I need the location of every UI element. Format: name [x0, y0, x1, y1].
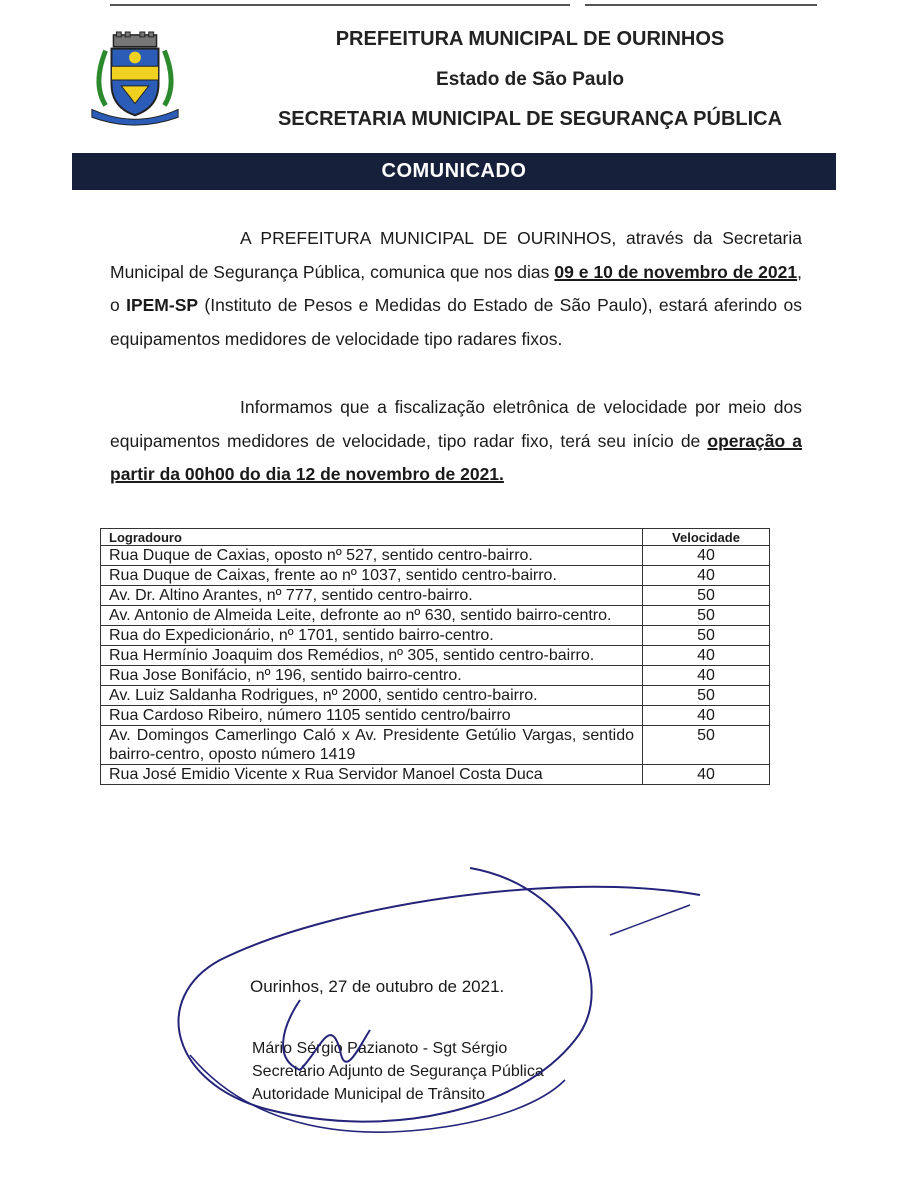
ipem-sp-name: IPEM-SP	[126, 295, 199, 315]
paragraph2-text-a: Informamos que a fiscalização eletrônica de velocidade por meio dos equipamentos medidores de velocidade, tipo radar fixo, terá seu início de	[110, 397, 802, 451]
speed-cell: 40	[643, 666, 770, 686]
table-row	[101, 646, 770, 666]
table-row	[101, 606, 770, 626]
speed-cell: 40	[643, 646, 770, 666]
signature-block	[252, 1037, 544, 1106]
table-row	[101, 546, 770, 566]
location-cell: Rua Duque de Caxias, oposto nº 527, sentido centro-bairro.	[101, 546, 643, 566]
speed-cell: 50	[643, 586, 770, 606]
top-rule-left	[110, 4, 570, 6]
radar-locations-table	[100, 528, 770, 785]
top-rule-right	[585, 4, 817, 6]
paragraph-announcement	[110, 222, 802, 356]
speed-cell: 40	[643, 546, 770, 566]
location-cell: Av. Antonio de Almeida Leite, defronte ao nº 630, sentido bairro-centro.	[101, 606, 643, 626]
date-line: Ourinhos, 27 de outubro de 2021.	[250, 977, 505, 996]
paragraph1-text-b: , o	[110, 261, 802, 315]
speed-cell: 40	[643, 765, 770, 785]
department-title: SECRETARIA MUNICIPAL DE SEGURANÇA PÚBLICA	[277, 108, 783, 130]
table-row	[101, 686, 770, 706]
table-row	[101, 586, 770, 606]
table-header-row	[101, 529, 770, 546]
notice-banner: COMUNICADO	[72, 153, 836, 190]
calibration-dates: 09 e 10 de novembro de 2021	[554, 261, 798, 282]
speed-cell: 40	[643, 706, 770, 726]
location-cell: Rua do Expedicionário, nº 1701, sentido bairro-centro.	[101, 626, 643, 646]
location-cell: Rua Jose Bonifácio, nº 196, sentido bairro-centro.	[101, 666, 643, 686]
paragraph1-text-a: A PREFEITURA MUNICIPAL DE OURINHOS, através da Secretaria Municipal de Segurança Pública, comunica que nos dias	[110, 228, 802, 282]
table-row	[101, 765, 770, 785]
location-cell: Av. Dr. Altino Arantes, nº 777, sentido centro-bairro.	[101, 586, 643, 606]
speed-cell: 40	[643, 566, 770, 586]
signer-name: Mário Sérgio Pazianoto - Sgt Sérgio	[252, 1040, 508, 1057]
speed-cell: 50	[643, 606, 770, 626]
location-cell: Av. Domingos Camerlingo Caló x Av. Presidente Getúlio Vargas, sentido bairro-centro, oposto número 1419	[101, 726, 643, 765]
location-cell: Rua Hermínio Joaquim dos Remédios, nº 305, sentido centro-bairro.	[101, 646, 643, 666]
table-row	[101, 726, 770, 765]
signer-authority: Autoridade Municipal de Trânsito	[252, 1086, 486, 1103]
location-cell: Rua Cardoso Ribeiro, número 1105 sentido centro/bairro	[101, 706, 643, 726]
municipality-title: PREFEITURA MUNICIPAL DE OURINHOS	[335, 28, 725, 50]
speed-cell: 50	[643, 626, 770, 646]
table-row	[101, 566, 770, 586]
speed-cell: 50	[643, 686, 770, 706]
location-cell: Rua José Emidio Vicente x Rua Servidor Manoel Costa Duca	[101, 765, 643, 785]
municipal-crest-icon	[86, 30, 184, 130]
header-speed: Velocidade	[643, 529, 770, 546]
paragraph-operation-start	[110, 391, 802, 492]
location-cell: Av. Luiz Saldanha Rodrigues, nº 2000, sentido centro-bairro.	[101, 686, 643, 706]
location-cell: Rua Duque de Caixas, frente ao nº 1037, sentido centro-bairro.	[101, 566, 643, 586]
table-row	[101, 666, 770, 686]
speed-cell: 50	[643, 726, 770, 765]
signer-role: Secretário Adjunto de Segurança Pública	[252, 1063, 544, 1080]
header-location: Logradouro	[101, 529, 643, 546]
state-subtitle: Estado de São Paulo	[436, 69, 624, 90]
table-row	[101, 626, 770, 646]
paragraph1-text-c: (Instituto de Pesos e Medidas do Estado de São Paulo), estará aferindo os equipamentos medidores de velocidade tipo radares fixos.	[110, 295, 802, 349]
table-row	[101, 706, 770, 726]
operation-start-date: operação a partir da 00h00 do dia 12 de novembro de 2021.	[110, 430, 802, 484]
